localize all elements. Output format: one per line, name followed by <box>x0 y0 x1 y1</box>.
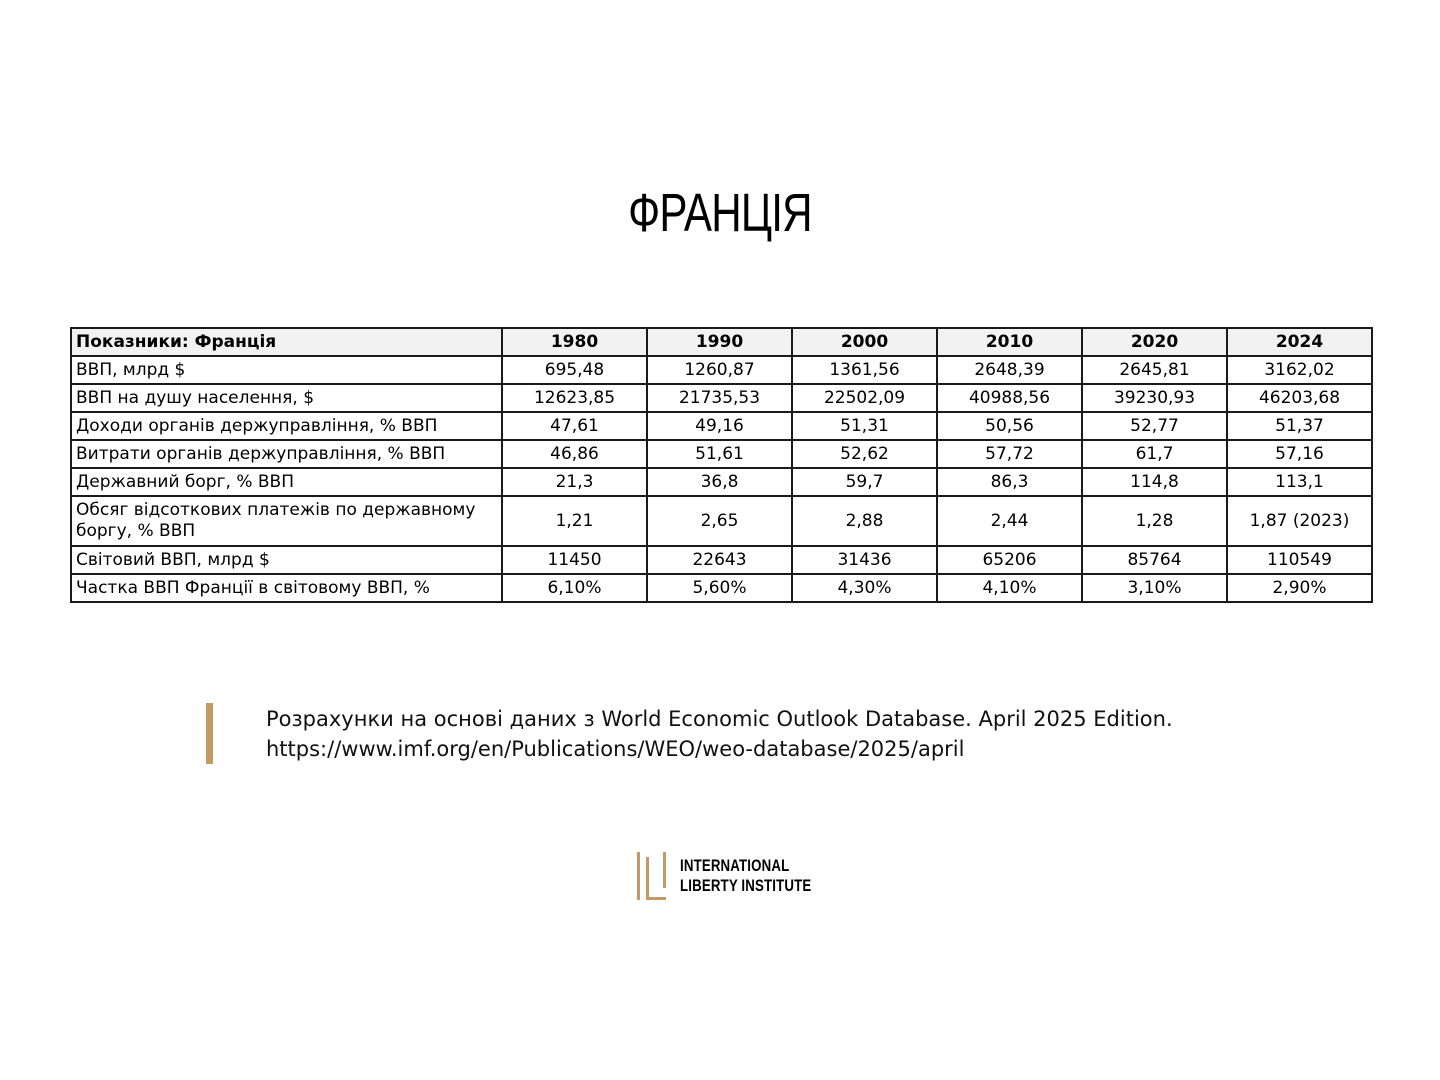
value-cell: 21735,53 <box>647 384 792 412</box>
value-cell: 1,28 <box>1082 496 1227 546</box>
table-row <box>71 412 1372 440</box>
source-accent-bar <box>206 703 213 764</box>
row-label-cell: Державний борг, % ВВП <box>71 468 502 496</box>
row-label-cell: Обсяг відсоткових платежів по державному боргу, % ВВП <box>71 496 502 546</box>
value-cell: 57,16 <box>1227 440 1372 468</box>
header-year-cell: 2020 <box>1082 328 1227 356</box>
row-label-cell: Світовий ВВП, млрд $ <box>71 546 502 574</box>
table-row <box>71 496 1372 546</box>
value-cell: 2,88 <box>792 496 937 546</box>
value-cell: 1361,56 <box>792 356 937 384</box>
indicators-table <box>70 327 1373 603</box>
institute-logo-text <box>680 856 811 896</box>
table-row <box>71 574 1372 602</box>
value-cell: 40988,56 <box>937 384 1082 412</box>
table-row <box>71 546 1372 574</box>
value-cell: 11450 <box>502 546 647 574</box>
source-note-line: Розрахунки на основі даних з World Economic Outlook Database. April 2025 Edition. <box>266 707 1173 731</box>
value-cell: 52,77 <box>1082 412 1227 440</box>
value-cell: 21,3 <box>502 468 647 496</box>
value-cell: 6,10% <box>502 574 647 602</box>
value-cell: 86,3 <box>937 468 1082 496</box>
page-title: ФРАНЦІЯ <box>628 183 812 243</box>
value-cell: 4,30% <box>792 574 937 602</box>
row-label-cell: ВВП, млрд $ <box>71 356 502 384</box>
header-year-cell: 2024 <box>1227 328 1372 356</box>
value-cell: 22502,09 <box>792 384 937 412</box>
row-label-cell: Витрати органів держуправління, % ВВП <box>71 440 502 468</box>
value-cell: 50,56 <box>937 412 1082 440</box>
indicators-table-container <box>70 327 1370 603</box>
value-cell: 2,90% <box>1227 574 1372 602</box>
table-row <box>71 440 1372 468</box>
value-cell: 1260,87 <box>647 356 792 384</box>
table-row <box>71 356 1372 384</box>
value-cell: 52,62 <box>792 440 937 468</box>
value-cell: 113,1 <box>1227 468 1372 496</box>
source-url[interactable]: https://www.imf.org/en/Publications/WEO/weo-database/2025/april <box>266 737 965 761</box>
value-cell: 2,65 <box>647 496 792 546</box>
row-label-cell: ВВП на душу населення, $ <box>71 384 502 412</box>
row-label-cell: Доходи органів держуправління, % ВВП <box>71 412 502 440</box>
header-label-cell: Показники: Франція <box>71 328 502 356</box>
value-cell: 5,60% <box>647 574 792 602</box>
table-row <box>71 468 1372 496</box>
value-cell: 2,44 <box>937 496 1082 546</box>
value-cell: 3,10% <box>1082 574 1227 602</box>
value-cell: 1,21 <box>502 496 647 546</box>
header-year-cell: 2010 <box>937 328 1082 356</box>
value-cell: 59,7 <box>792 468 937 496</box>
table-header-row <box>71 328 1372 356</box>
value-cell: 49,16 <box>647 412 792 440</box>
value-cell: 1,87 (2023) <box>1227 496 1372 546</box>
value-cell: 31436 <box>792 546 937 574</box>
institute-logo-mark-icon <box>636 851 668 901</box>
value-cell: 22643 <box>647 546 792 574</box>
value-cell: 61,7 <box>1082 440 1227 468</box>
value-cell: 51,31 <box>792 412 937 440</box>
value-cell: 51,61 <box>647 440 792 468</box>
value-cell: 46203,68 <box>1227 384 1372 412</box>
value-cell: 47,61 <box>502 412 647 440</box>
value-cell: 36,8 <box>647 468 792 496</box>
value-cell: 85764 <box>1082 546 1227 574</box>
value-cell: 2645,81 <box>1082 356 1227 384</box>
value-cell: 114,8 <box>1082 468 1227 496</box>
value-cell: 2648,39 <box>937 356 1082 384</box>
value-cell: 695,48 <box>502 356 647 384</box>
value-cell: 110549 <box>1227 546 1372 574</box>
value-cell: 57,72 <box>937 440 1082 468</box>
institute-logo <box>636 850 848 902</box>
value-cell: 4,10% <box>937 574 1082 602</box>
value-cell: 65206 <box>937 546 1082 574</box>
value-cell: 3162,02 <box>1227 356 1372 384</box>
logo-text-line: LIBERTY INSTITUTE <box>680 876 812 895</box>
source-note <box>266 704 1366 764</box>
header-year-cell: 1980 <box>502 328 647 356</box>
value-cell: 46,86 <box>502 440 647 468</box>
row-label-cell: Частка ВВП Франції в світовому ВВП, % <box>71 574 502 602</box>
header-year-cell: 1990 <box>647 328 792 356</box>
value-cell: 12623,85 <box>502 384 647 412</box>
value-cell: 51,37 <box>1227 412 1372 440</box>
logo-text-line: INTERNATIONAL <box>680 856 790 875</box>
header-year-cell: 2000 <box>792 328 937 356</box>
table-row <box>71 384 1372 412</box>
value-cell: 39230,93 <box>1082 384 1227 412</box>
